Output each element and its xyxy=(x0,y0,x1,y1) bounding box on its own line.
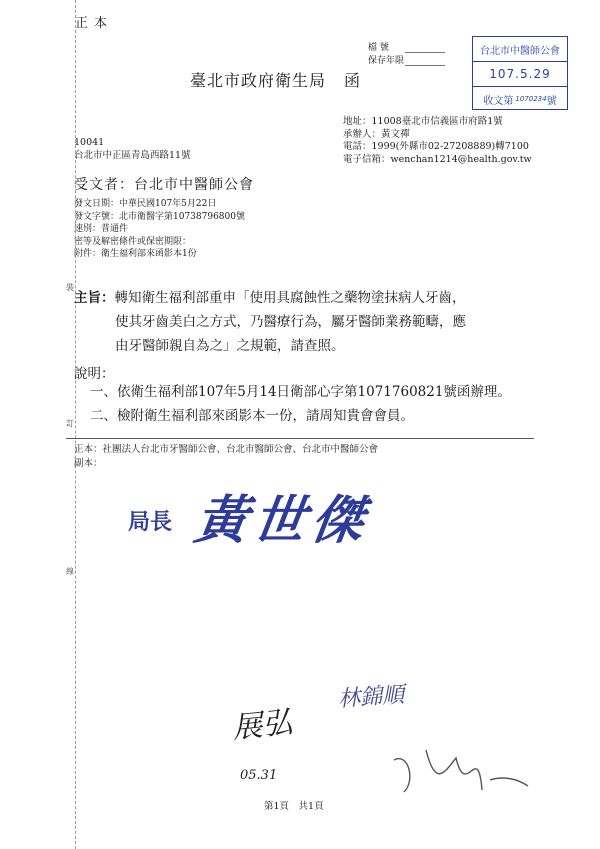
subject-label: 主旨： xyxy=(74,290,115,306)
subject-line-3: 由牙醫師親自為之」之規範，請查照。 xyxy=(115,338,345,354)
handwritten-note-a: 展弘 xyxy=(230,704,295,747)
sender-email: 電子信箱：wenchan1214@health.gov.tw xyxy=(343,153,532,165)
stamp-receipt-prefix: 收文第 xyxy=(483,95,514,107)
explanation-item: 一、依衛生福利部107年5月14日衛部心字第1071760821號函辦理。 xyxy=(90,384,511,400)
dispatch-date: 發文日期：中華民國107年5月22日 xyxy=(74,199,217,209)
dispatch-info-block xyxy=(74,198,245,261)
dispatch-attachment: 附件：衛生福利部來函影本1份 xyxy=(74,249,197,259)
retention-label: 保存年限 xyxy=(368,56,405,66)
archive-number-row xyxy=(368,40,445,53)
archive-number-value xyxy=(405,44,445,53)
subject-line-1: 轉知衛生福利部重申「使用具腐蝕性之藥物塗抹病人牙齒， xyxy=(114,290,466,306)
distribution-block xyxy=(74,443,378,471)
title-type: 函 xyxy=(344,71,362,90)
retention-value xyxy=(405,57,445,66)
sender-phone: 電話：1999(外縣市02-27208889)轉7100 xyxy=(343,141,529,152)
binding-mark-3: 線 xyxy=(66,567,74,576)
original-recipients: 正本：社團法人台北市牙醫師公會、台北市醫師公會、台北市中醫師公會 xyxy=(74,444,379,455)
dispatch-number: 發文字號：北市衛醫字第10738796800號 xyxy=(74,211,245,222)
dispatch-security: 密等及解密條件或保密期限： xyxy=(74,236,192,247)
explanation-label: 說明： xyxy=(74,366,115,382)
stamp-date: 107.5.29 xyxy=(473,62,567,87)
stamp-receipt-suffix: 號 xyxy=(546,95,557,107)
explanation-list xyxy=(90,380,511,428)
subject-line-2: 使其牙齒美白之方式，乃醫療行為，屬牙醫師業務範疇，應 xyxy=(115,314,466,330)
recipient-line: 受文者：台北市中醫師公會 xyxy=(74,177,254,193)
retention-row xyxy=(368,53,445,66)
director-signature: 黃世傑 xyxy=(191,491,374,551)
stamp-org: 台北市中醫師公會 xyxy=(473,37,567,62)
archive-number-label: 檔 號 xyxy=(368,43,389,53)
recipient-address-block xyxy=(74,136,191,162)
handwritten-date: 05.31 xyxy=(240,768,278,783)
handwritten-note-b: 林錦順 xyxy=(337,682,405,713)
sender-contact-block xyxy=(343,116,532,166)
binding-line xyxy=(75,0,76,849)
sender-address: 地址：11008臺北市信義區市府路1號 xyxy=(343,116,503,127)
document-title xyxy=(190,68,361,91)
binding-mark-2: 訂 xyxy=(66,419,74,428)
recipient-street: 台北市中正區青島西路11號 xyxy=(74,150,191,161)
cc-recipients: 副本： xyxy=(74,458,103,469)
explanation-item: 二、檢附衛生福利部來函影本一份，請周知貴會會員。 xyxy=(90,408,414,424)
dispatch-speed: 速別：普通件 xyxy=(74,224,129,234)
section-divider xyxy=(66,438,534,439)
stamp-receipt-number: 1070234 xyxy=(515,95,547,103)
page-footer: 第1頁 共1頁 xyxy=(264,801,324,812)
binding-mark-1: 裝 xyxy=(66,283,74,292)
handwritten-scribble xyxy=(386,730,536,810)
stamp-receipt-row xyxy=(473,87,567,111)
title-org: 臺北市政府衛生局 xyxy=(190,71,327,90)
recipient-zip: 10041 xyxy=(74,137,105,148)
sender-handler: 承辦人：黃文禪 xyxy=(343,128,410,140)
doc-type-label: 正本 xyxy=(75,16,114,31)
subject-block xyxy=(74,286,466,358)
receipt-stamp xyxy=(472,36,568,110)
signature-title: 局長 xyxy=(128,510,173,535)
